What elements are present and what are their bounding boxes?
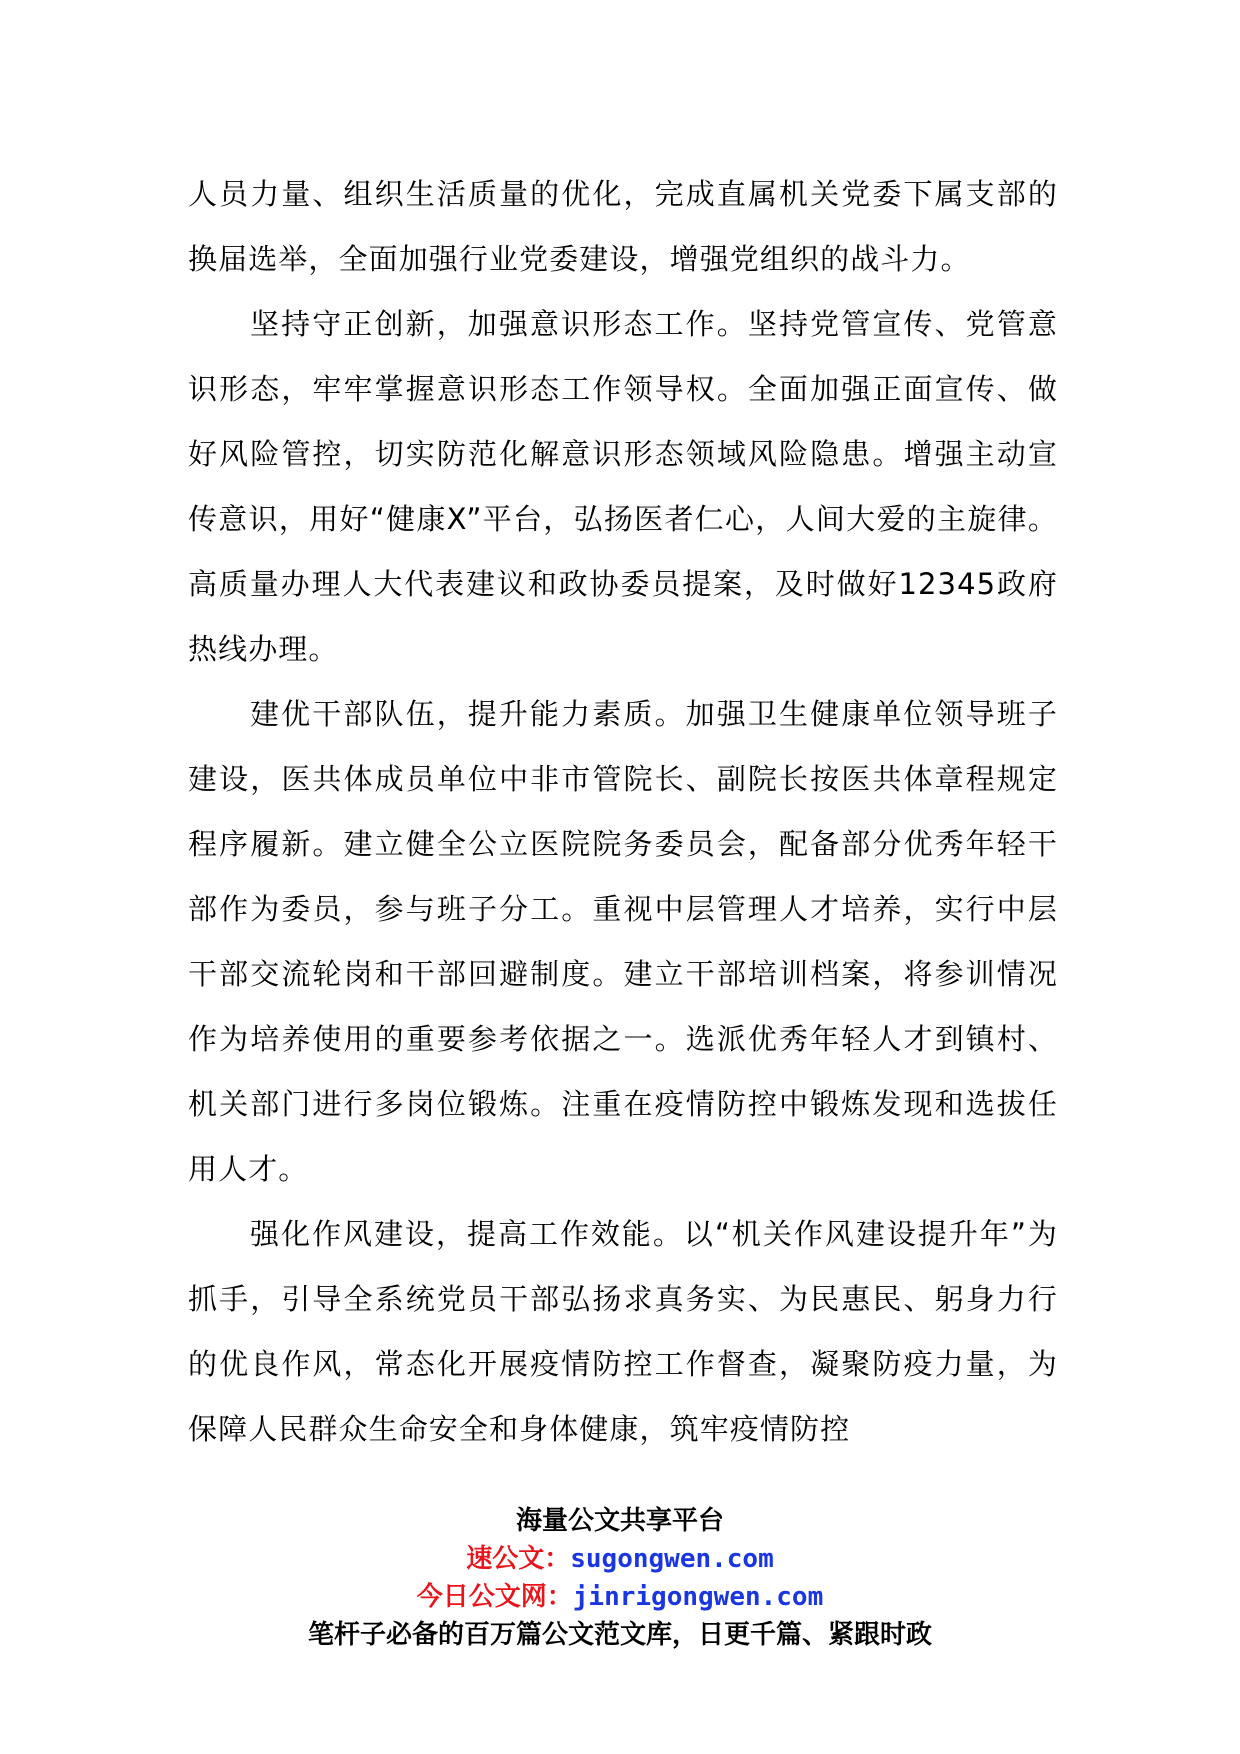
paragraph-ideology: 坚持守正创新，加强意识形态工作。坚持党管宣传、党管意识形态，牢牢掌握意识形态工作领导权。全面加强正面宣传、做好风险管控，切实防范化解意识形态领域风险隐患。增强主动宣传意识，用好“健康X”平台，弘扬医者仁心，人间大爱的主旋律。高质量办理人大代表建议和政协委员提案，及时做好12345政府热线办理。	[188, 307, 1058, 666]
footer-platform-title: 海量公文共享平台	[515, 1506, 724, 1536]
site-2-link[interactable]: jinrigongwen.com	[572, 1582, 824, 1612]
site-1-link[interactable]: sugongwen.com	[570, 1544, 774, 1574]
footer-site-2	[0, 1578, 1240, 1616]
paragraph-work-style: 强化作风建设，提高工作效能。以“机关作风建设提升年”为抓手，引导全系统党员干部弘扬求真务实、为民惠民、躬身力行的优良作风，常态化开展疫情防控工作督查，凝聚防疫力量，为保障人民群众生命安全和身体健康，筑牢疫情防控	[188, 1217, 1058, 1446]
footer-slogan: 笔杆子必备的百万篇公文范文库，日更千篇、紧跟时政	[307, 1620, 932, 1650]
site-2-label: 今日公文网：	[416, 1582, 573, 1612]
footer-banner	[0, 1502, 1240, 1654]
footer-site-1	[0, 1540, 1240, 1578]
document-body	[188, 162, 1058, 1462]
site-1-label: 速公文：	[466, 1544, 571, 1574]
paragraph-cadre-team: 建优干部队伍，提升能力素质。加强卫生健康单位领导班子建设，医共体成员单位中非市管院长、副院长按医共体章程规定程序履新。建立健全公立医院院务委员会，配备部分优秀年轻干部作为委员，参与班子分工。重视中层管理人才培养，实行中层干部交流轮岗和干部回避制度。建立干部培训档案，将参训情况作为培养使用的重要参考依据之一。选派优秀年轻人才到镇村、机关部门进行多岗位锻炼。注重在疫情防控中锻炼发现和选拔任用人才。	[188, 697, 1058, 1186]
paragraph-continuation: 人员力量、组织生活质量的优化，完成直属机关党委下属支部的换届选举，全面加强行业党委建设，增强党组织的战斗力。	[188, 177, 1058, 276]
